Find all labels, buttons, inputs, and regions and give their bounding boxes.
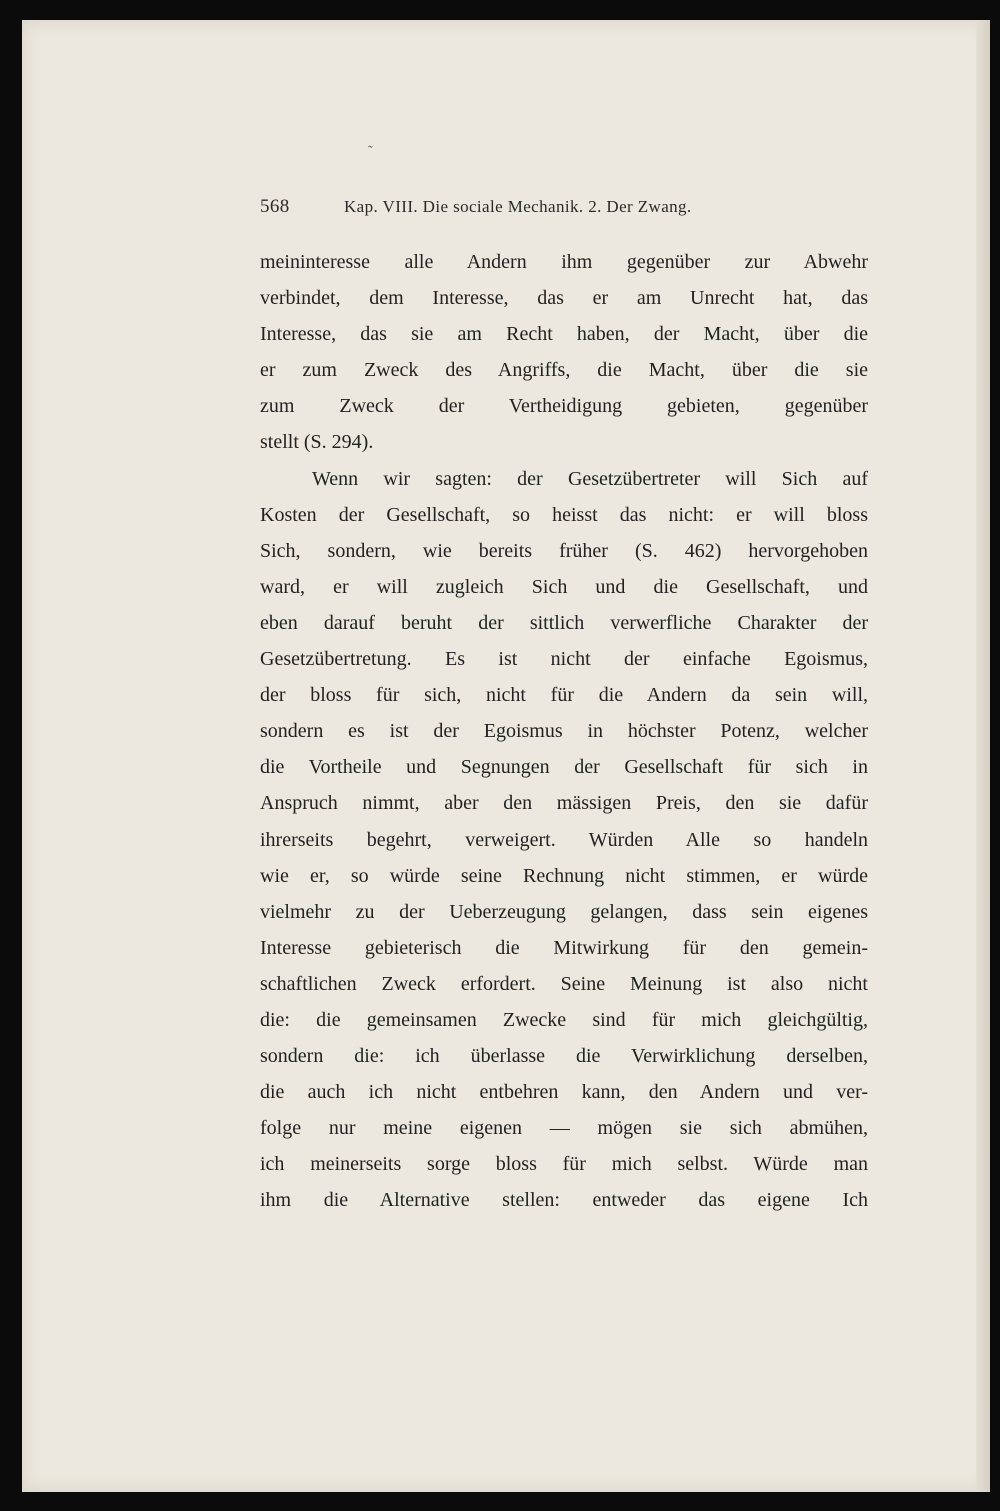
text-line: Sich, sondern, wie bereits früher (S. 462) hervorgehoben (260, 539, 868, 562)
text-line: ward, er will zugleich Sich und die Gesellschaft, und (260, 575, 868, 598)
text-line: ihm die Alternative stellen: entweder das eigene Ich (260, 1189, 868, 1212)
stray-mark: ˜ (368, 144, 373, 159)
text-line: Interesse gebieterisch die Mitwirkung für den gemein- (260, 936, 868, 959)
text-line: Interesse, das sie am Recht haben, der Macht, über die (260, 323, 868, 346)
page-number: 568 (260, 196, 290, 217)
chapter-title: Kap. VIII. Die sociale Mechanik. 2. Der Zwang. (344, 197, 692, 216)
text-line: schaftlichen Zweck erfordert. Seine Meinung ist also nicht (260, 972, 868, 995)
text-line: der bloss für sich, nicht für die Andern da sein will, (260, 684, 868, 707)
text-line: stellt (S. 294). (260, 431, 374, 454)
text-line: er zum Zweck des Angriffs, die Macht, über die sie (260, 359, 868, 382)
text-line: folge nur meine eigenen — mögen sie sich abmühen, (260, 1117, 868, 1140)
body-text (260, 244, 868, 1219)
running-head (260, 196, 780, 218)
text-line: vielmehr zu der Ueberzeugung gelangen, dass sein eigenes (260, 900, 868, 923)
text-line: die auch ich nicht entbehren kann, den Andern und ver- (260, 1081, 868, 1104)
text-line: ich meinerseits sorge bloss für mich selbst. Würde man (260, 1153, 868, 1176)
text-line: die Vortheile und Segnungen der Gesellschaft für sich in (260, 756, 868, 779)
text-line: sondern es ist der Egoismus in höchster Potenz, welcher (260, 720, 868, 743)
text-line: zum Zweck der Vertheidigung gebieten, gegenüber (260, 395, 868, 418)
text-line: eben darauf beruht der sittlich verwerfliche Charakter der (260, 611, 868, 634)
page-edge (976, 20, 990, 1492)
text-line: wie er, so würde seine Rechnung nicht stimmen, er würde (260, 864, 868, 887)
text-line: die: die gemeinsamen Zwecke sind für mich gleichgültig, (260, 1008, 868, 1031)
text-line: Kosten der Gesellschaft, so heisst das nicht: er will bloss (260, 503, 868, 526)
text-line: Gesetzübertretung. Es ist nicht der einfache Egoismus, (260, 648, 868, 671)
text-line: Wenn wir sagten: der Gesetzübertreter will Sich auf (312, 467, 868, 490)
text-line: ihrerseits begehrt, verweigert. Würden Alle so handeln (260, 828, 868, 851)
text-line: Anspruch nimmt, aber den mässigen Preis, den sie dafür (260, 792, 868, 815)
text-line: sondern die: ich überlasse die Verwirklichung derselben, (260, 1045, 868, 1068)
book-page (22, 20, 990, 1492)
text-line: meininteresse alle Andern ihm gegenüber zur Abwehr (260, 251, 868, 273)
text-line: verbindet, dem Interesse, das er am Unrecht hat, das (260, 287, 868, 310)
